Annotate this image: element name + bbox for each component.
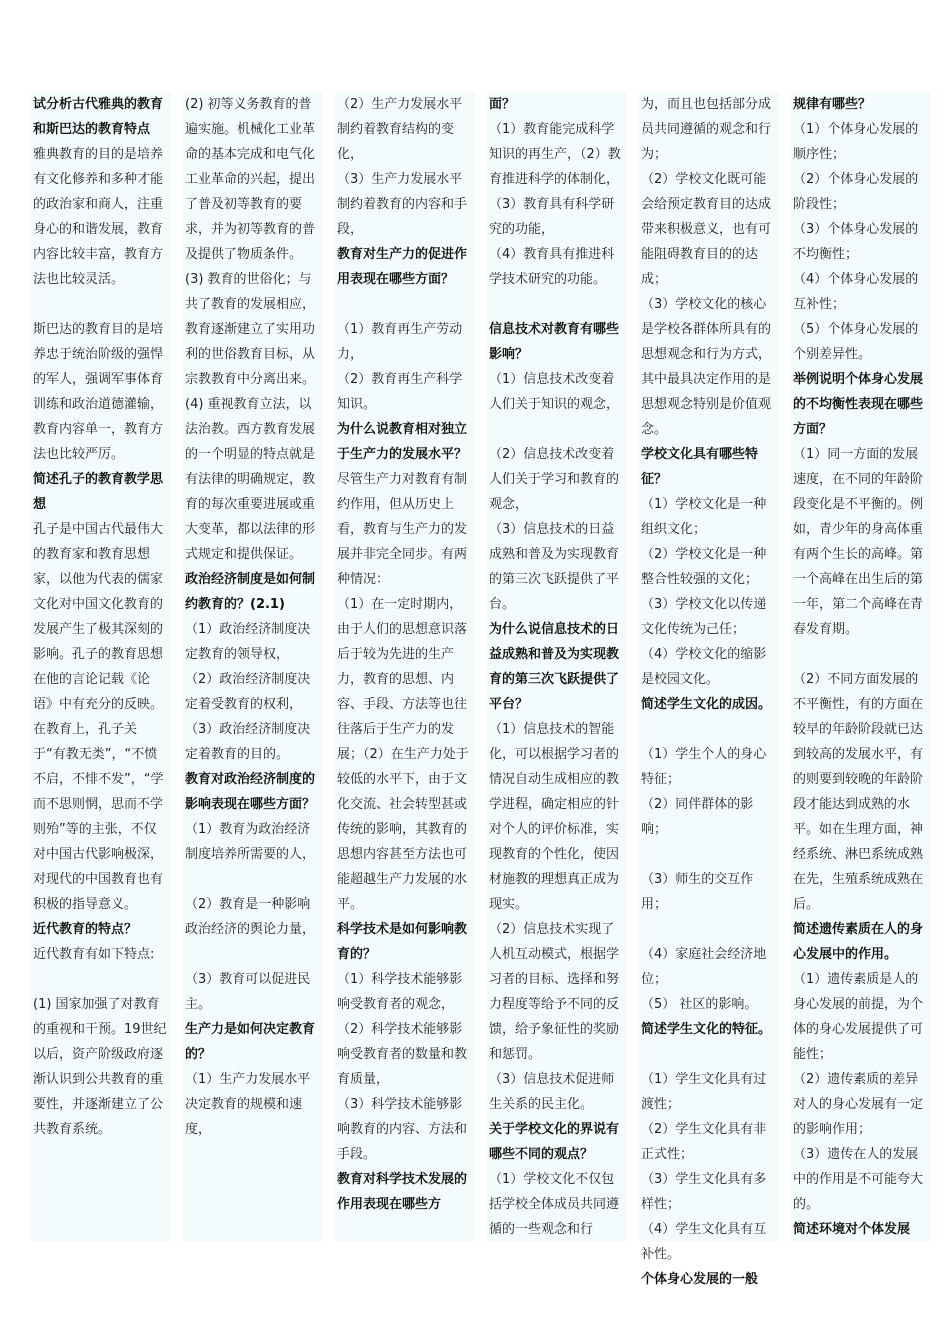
paragraph: （5）个体身心发展的个别差异性。 [793, 322, 919, 362]
paragraph: （3）信息技术的日益成熟和普及为实现教育的第三次飞跃提供了平台。 [489, 522, 620, 612]
blank-line [639, 717, 779, 742]
paragraph: （1）遗传素质是人的身心发展的前提，为个体的身心发展提供了可能性； [793, 972, 924, 1062]
paragraph: （1）在一定时期内，由于人们的思想意识落后于较为先进的生产力，教育的思想、内容、手段、方法等也往往落后于生产力的发展；（2）在生产力处于较低的水平下，由于文化交流、社会转型甚或传统的影响，其教育的思想内容甚至方法也可能超越生产力发展的水平。 [337, 597, 469, 912]
question-heading: 个体身心发展的一般 [641, 1272, 759, 1287]
paragraph: （1）生产力发展水平决定教育的规模和速度， [185, 1072, 311, 1137]
paragraph: （3）遗传在人的发展中的作用是不可能夸大的。 [793, 1147, 924, 1212]
paragraph: （2）政治经济制度决定着受教育的权利， [185, 672, 311, 712]
paragraph: 近代教育有如下特点: [33, 947, 155, 962]
question-heading: 政治经济制度是如何制约教育的？(2.1) [185, 572, 316, 612]
text-column-4 [487, 92, 627, 1242]
question-heading: 教育对政治经济制度的影响表现在哪些方面？ [185, 772, 316, 812]
paragraph: 为，而且也包括部分成员共同遵循的观念和行为； [641, 97, 772, 162]
paragraph: （3）政治经济制度决定着教育的目的。 [185, 722, 311, 762]
paragraph: （2）学生文化具有非正式性； [641, 1122, 767, 1162]
paragraph: （2）不同方面发展的不平衡性，有的方面在较早的年龄阶段就已达到较高的发展水平，有的则要到较晚的年龄阶段才能达到成熟的水平。如在生理方面，神经系统、淋巴系统成熟在先，生殖系统成熟在后。 [793, 672, 924, 912]
paragraph: （2）遗传素质的差异对人的身心发展有一定的影响作用； [793, 1072, 924, 1137]
blank-line [639, 842, 779, 867]
blank-line [639, 1042, 779, 1067]
paragraph: （3）生产力发展水平制约着教育的内容和手段， [337, 172, 468, 237]
paragraph: （5） 社区的影响。 [641, 997, 758, 1012]
paragraph: （2）生产力发展水平制约着教育结构的变化， [337, 97, 463, 162]
question-heading: 近代教育的特点？ [33, 922, 138, 937]
question-heading: 简述学生文化的成因。 [641, 697, 772, 712]
paragraph: （3）学校文化以传递文化传统为己任； [641, 597, 767, 637]
paragraph: （1）个体身心发展的顺序性； [793, 122, 919, 162]
paragraph: （2）信息技术改变着人们关于学习和教育的观念， [489, 447, 620, 512]
paragraph: （1）同一方面的发展速度，在不同的年龄阶段变化是不平衡的。例如，青少年的身高体重有两个生长的高峰。第一个高峰在出生后的第一年，第二个高峰在青春发育期。 [793, 447, 924, 637]
paragraph: （3）信息技术促进师生关系的民主化。 [489, 1072, 615, 1112]
paragraph: （1）学校文化不仅包括学校全体成员共同遵循的一些观念和行 [489, 1172, 620, 1237]
paragraph: （1）学校文化是一种组织文化； [641, 497, 767, 537]
paragraph: （4）教育具有推进科学技术研究的功能。 [489, 247, 615, 287]
blank-line [335, 292, 475, 317]
blank-line [487, 292, 627, 317]
text-column-1 [31, 92, 171, 1242]
paragraph: （1）信息技术改变着人们关于知识的观念， [489, 372, 620, 412]
paragraph: （2）教育再生产科学知识。 [337, 372, 463, 412]
paragraph: （3）学生文化具有多样性； [641, 1172, 767, 1212]
text-column-3 [335, 92, 475, 1242]
question-heading: 生产力是如何决定教育的？ [185, 1022, 316, 1062]
blank-line [183, 867, 323, 892]
question-heading: 关于学校文化的界说有哪些不同的观点？ [489, 1122, 620, 1162]
paragraph: （2）同伴群体的影响； [641, 797, 754, 837]
paragraph: (2) 初等义务教育的普遍实施。机械化工业革命的基本完成和电气化工业革命的兴起，提出了普及初等教育的要求，并为初等教育的普及提供了物质条件。 [185, 97, 316, 262]
question-heading: 试分析古代雅典的教育和斯巴达的教育特点 [33, 97, 164, 137]
paragraph: （1）科学技术能够影响受教育者的观念， [337, 972, 463, 1012]
blank-line [31, 292, 171, 317]
paragraph: 孔子是中国古代最伟大的教育家和教育思想家，以他为代表的儒家文化对中国文化教育的发展产生了极其深刻的影响。孔子的教育思想在他的言论记载《论语》中有充分的反映。在教育上，孔子关于“有教无类”，“不愤不启，不悱不发”，“学而不思则惘，思而不学则殆”等的主张，不仅对中国古代影响极深，对现代的中国教育也有积极的指导意义。 [33, 522, 164, 912]
paragraph: （3）师生的交互作用； [641, 872, 754, 912]
question-heading: 科学技术是如何影响教育的？ [337, 922, 468, 962]
question-heading: 举例说明个体身心发展的不均衡性表现在哪些方面？ [793, 372, 924, 437]
paragraph: （4）个体身心发展的互补性； [793, 272, 919, 312]
paragraph: （4）学生文化具有互补性。 [641, 1222, 767, 1262]
question-heading: 为什么说信息技术的日益成熟和普及为实现教育的第三次飞跃提供了平台？ [489, 622, 620, 712]
paragraph: （2）学校文化是一种整合性较强的文化； [641, 547, 767, 587]
text-column-5 [639, 92, 779, 1287]
paragraph: （4）家庭社会经济地位； [641, 947, 767, 987]
text-column-6 [791, 92, 931, 1242]
paragraph: （3）教育可以促进民主。 [185, 972, 311, 1012]
question-heading: 信息技术对教育有哪些影响？ [489, 322, 620, 362]
blank-line [183, 942, 323, 967]
paragraph: （1）学生文化具有过渡性； [641, 1072, 767, 1112]
paragraph: （4）学校文化的缩影是校园文化。 [641, 647, 767, 687]
question-heading: 教育对科学技术发展的作用表现在哪些方 [337, 1172, 468, 1212]
paragraph: （2）个体身心发展的阶段性； [793, 172, 919, 212]
question-heading: 简述学生文化的特征。 [641, 1022, 772, 1037]
paragraph: （2）信息技术实现了人机互动模式，根据学习者的目标、选择和努力程度等给予不同的反馈，给予象征性的奖励和惩罚。 [489, 922, 620, 1062]
question-heading: 简述孔子的教育教学思想 [33, 472, 164, 512]
paragraph: （1）信息技术的智能化，可以根据学习者的情况自动生成相应的教学进程，确定相应的针对个人的评价标准，实现教育的个性化，使因材施教的理想真正成为现实。 [489, 722, 620, 912]
blank-line [31, 967, 171, 992]
blank-line [791, 642, 931, 667]
paragraph: 雅典教育的目的是培养有文化修养和多种才能的政治家和商人，注重身心的和谐发展，教育内容比较丰富，教育方法也比较灵活。 [33, 147, 164, 287]
blank-line [487, 417, 627, 442]
paragraph: 斯巴达的教育目的是培养忠于统治阶级的强悍的军人，强调军事体育训练和政治道德灌输，教育内容单一，教育方法也比较严厉。 [33, 322, 164, 462]
paragraph: (1) 国家加强了对教育的重视和干预。19世纪以后，资产阶级政府逐渐认识到公共教育的重要性，并逐渐建立了公共教育系统。 [33, 997, 167, 1137]
text-column-2 [183, 92, 323, 1242]
paragraph: （1）教育能完成科学知识的再生产，（2）教育推进科学的体制化，（3）教育具有科学研究的功能， [489, 122, 621, 237]
paragraph: （2）学校文化既可能会给预定教育目的达成带来积极意义，也有可能阻碍教育目的的达成； [641, 172, 772, 287]
question-heading: 学校文化具有哪些特征？ [641, 447, 759, 487]
paragraph: （3）学校文化的核心是学校各群体所具有的思想观念和行为方式，其中最具决定作用的是思想观念特别是价值观念。 [641, 297, 772, 437]
blank-line [639, 917, 779, 942]
paragraph: （3）个体身心发展的不均衡性； [793, 222, 919, 262]
paragraph: 尽管生产力对教育有制约作用，但从历史上看，教育与生产力的发展并非完全同步。有两种情况： [337, 472, 468, 587]
paragraph: （2）教育是一种影响政治经济的舆论力量， [185, 897, 316, 937]
question-heading: 面？ [489, 97, 516, 112]
question-heading: 规律有哪些？ [793, 97, 872, 112]
paragraph: （3）科学技术能够影响教育的内容、方法和手段。 [337, 1097, 468, 1162]
paragraph: （2）科学技术能够影响受教育者的数量和教育质量， [337, 1022, 468, 1087]
question-heading: 教育对生产力的促进作用表现在哪些方面？ [337, 247, 468, 287]
paragraph: (4) 重视教育立法，以法治教。西方教育发展的一个明显的特点就是有法律的明确规定，教育的每次重要进展或重大变革，都以法律的形式规定和提供保证。 [185, 397, 316, 562]
paragraph: (3) 教育的世俗化；与共了教育的发展相应，教育逐渐建立了实用功利的世俗教育目标，从宗教教育中分离出来。 [185, 272, 316, 387]
paragraph: （1）教育再生产劳动力， [337, 322, 463, 362]
question-heading: 简述环境对个体发展 [793, 1222, 911, 1237]
paragraph: （1）学生个人的身心特征； [641, 747, 767, 787]
paragraph: （1）教育为政治经济制度培养所需要的人， [185, 822, 316, 862]
question-heading: 为什么说教育相对独立于生产力的发展水平？ [337, 422, 468, 462]
paragraph: （1）政治经济制度决定教育的领导权， [185, 622, 311, 662]
question-heading: 简述遗传素质在人的身心发展中的作用。 [793, 922, 924, 962]
